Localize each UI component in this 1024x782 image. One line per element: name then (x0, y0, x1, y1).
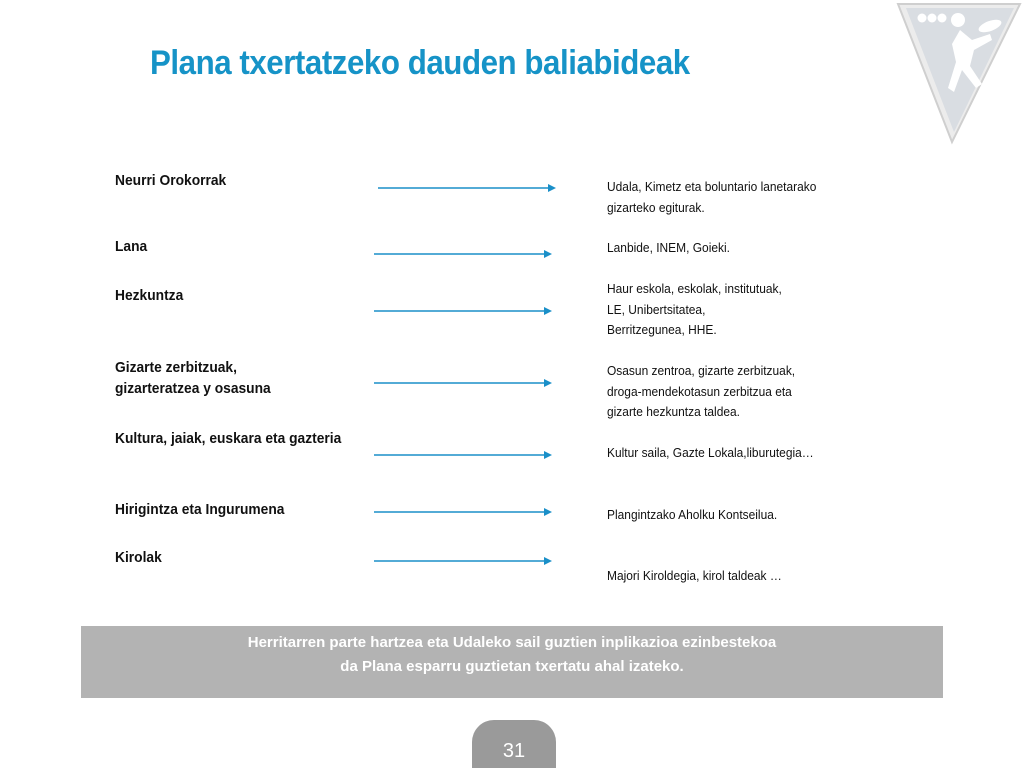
arrow-icon (374, 555, 554, 567)
row-label-neurri-orokorrak: Neurri Orokorrak (115, 172, 227, 189)
row-description-lana: Lanbide, INEM, Goieki. (607, 240, 730, 255)
arrow-icon (378, 182, 558, 194)
row-label-kirolak: Kirolak (115, 549, 162, 566)
page-number: 31 (472, 720, 556, 768)
row-description-gizarte-zerbitzuak: Osasun zentroa, gizarte zerbitzuak, droga-mendekotasun zerbitzua eta gizarte hezkuntza taldea. (607, 363, 796, 419)
row-label-lana: Lana (115, 238, 148, 255)
banner-line-1: Herritarren parte hartzea eta Udaleko sail guztien inplikazioa ezinbestekoa (247, 634, 777, 651)
arrow-icon (374, 506, 554, 518)
row-label-kultura: Kultura, jaiak, euskara eta gazteria (115, 430, 342, 447)
row-label-hirigintza: Hirigintza eta Ingurumena (115, 501, 285, 518)
row-description-neurri-orokorrak: Udala, Kimetz eta boluntario lanetarako gizarteko egiturak. (607, 179, 817, 215)
arrow-icon (374, 449, 554, 461)
row-description-hezkuntza: Haur eskola, eskolak, institutuak, LE, Unibertsitatea, Berritzegunea, HHE. (607, 281, 782, 337)
logo-icon (892, 0, 1024, 150)
summary-banner (81, 626, 943, 698)
row-label-hezkuntza: Hezkuntza (115, 287, 184, 304)
arrow-icon (374, 377, 554, 389)
arrow-icon (374, 248, 554, 260)
row-description-kultura: Kultur saila, Gazte Lokala,liburutegia… (607, 445, 814, 460)
arrow-icon (374, 305, 554, 317)
row-description-hirigintza: Plangintzako Aholku Kontseilua. (607, 507, 778, 522)
slide-title: Plana txertatzeko dauden baliabideak (150, 44, 690, 82)
row-label-gizarte-zerbitzuak: Gizarte zerbitzuak, gizarteratzea y osasuna (115, 359, 271, 397)
banner-line-2: da Plana esparru guztietan txertatu ahal izateko. (340, 658, 684, 675)
row-description-kirolak: Majori Kiroldegia, kirol taldeak … (607, 568, 782, 583)
